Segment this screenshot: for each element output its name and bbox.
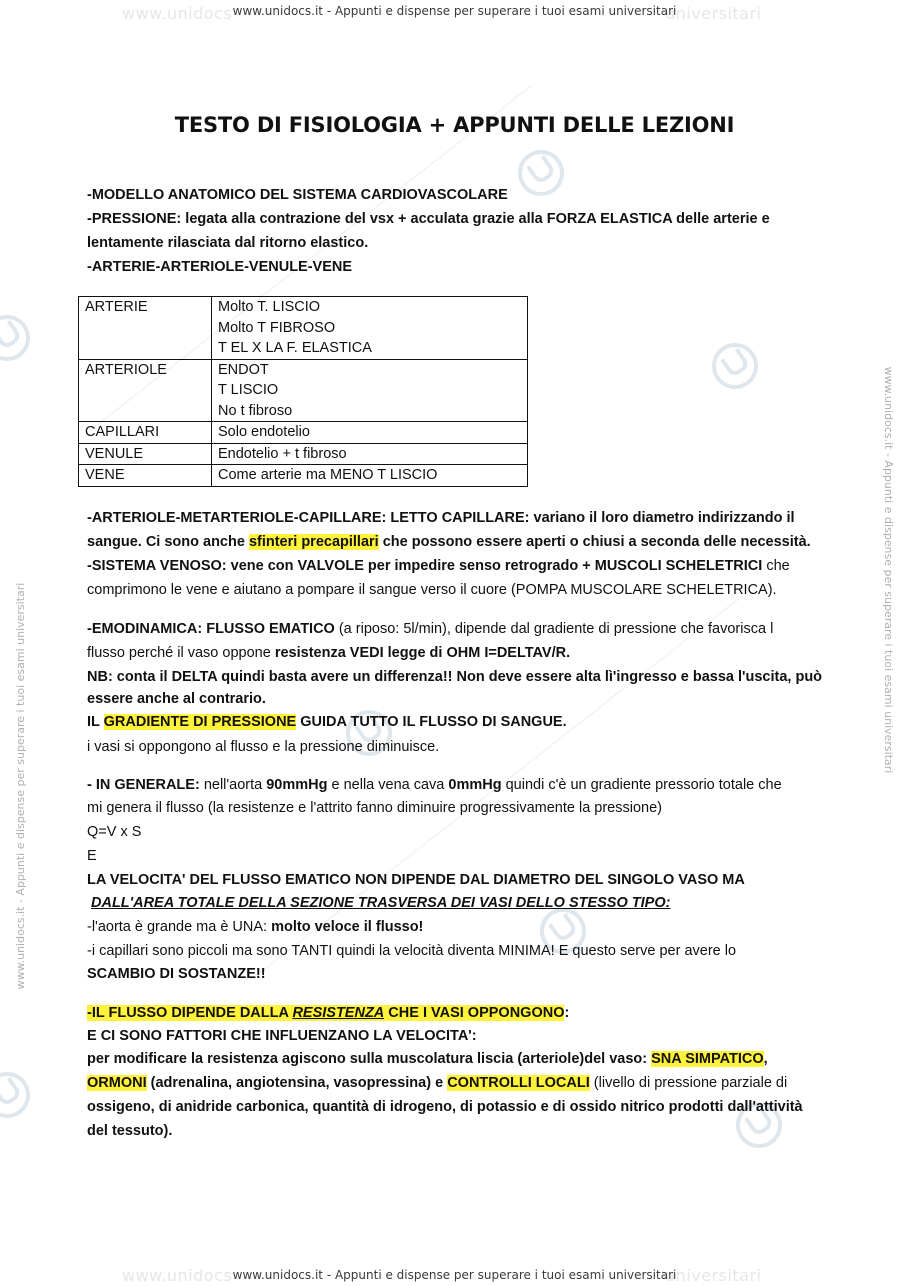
text-span: e nella vena cava xyxy=(327,777,449,793)
generale-line: mi genera il flusso (la resistenze e l'attrito fanno diminuire progressivamente la pressione) xyxy=(87,800,662,816)
text-span: (a riposo: 5l/min), dipende dal gradiente di pressione che favorisca l xyxy=(334,621,774,637)
watermark-ghost-left: www.unidocs xyxy=(122,4,233,23)
table-row xyxy=(79,422,528,444)
intro-line: -ARTERIE-ARTERIOLE-VENULE-VENE xyxy=(87,259,353,275)
emodinamica-line xyxy=(87,712,567,732)
resistenza-line xyxy=(87,1049,768,1069)
text-span: -l'aorta è grande ma è UNA: xyxy=(87,919,272,935)
highlight-span: GRADIENTE DI PRESSIONE xyxy=(103,714,297,730)
text-span: quindi c'è un gradiente pressorio totale che xyxy=(501,777,782,793)
text-span: -EMODINAMICA: FLUSSO EMATICO xyxy=(87,621,335,637)
text-span: resistenza VEDI legge di OHM I=DELTAV/R. xyxy=(274,645,571,661)
unidocs-logo-icon xyxy=(509,141,573,205)
vessel-table xyxy=(78,296,528,487)
vessel-features xyxy=(212,443,528,465)
emodinamica-line: essere anche al contrario. xyxy=(87,691,266,707)
text-span: - IN GENERALE: xyxy=(87,777,204,793)
vessel-feature: T LISCIO xyxy=(218,382,279,398)
vessel-feature: Molto T FIBROSO xyxy=(218,319,336,336)
capillare-line: -ARTERIOLE-METARTERIOLE-CAPILLARE: LETTO CAPILLARE: variano il loro diametro indirizzando il xyxy=(87,510,795,526)
formula: Q=V x S xyxy=(87,824,142,840)
watermark-ghost-left-bottom: www.unidocs xyxy=(122,1266,233,1285)
generale-line: -i capillari sono piccoli ma sono TANTI quindi la velocità diventa MINIMA! E questo serve per avere lo xyxy=(87,943,737,959)
generale-line xyxy=(87,775,782,795)
table-row xyxy=(79,297,528,360)
vessel-name: VENULE xyxy=(79,443,212,465)
emodinamica-line xyxy=(87,643,570,663)
intro-line: lentamente rilasciata dal ritorno elastico. xyxy=(87,235,369,251)
vessel-name: VENE xyxy=(79,465,212,487)
highlight-span: CHE I VASI OPPONGONO xyxy=(384,1005,565,1021)
unidocs-logo-icon xyxy=(703,334,767,398)
vessel-name: ARTERIE xyxy=(79,297,212,360)
table-row xyxy=(79,443,528,465)
table-row xyxy=(79,359,528,422)
text-span: MUSCOLI SCHELETRICI xyxy=(594,558,763,574)
vessel-feature: ENDOT xyxy=(218,361,269,378)
vessel-feature: Come arterie ma MENO T LISCIO xyxy=(218,467,438,483)
highlight-span: CONTROLLI LOCALI xyxy=(447,1075,590,1091)
intro-line: -MODELLO ANATOMICO DEL SISTEMA CARDIOVASCOLARE xyxy=(87,187,508,203)
text-span: : xyxy=(564,1005,570,1021)
page-title: TESTO DI FISIOLOGIA + APPUNTI DELLE LEZIONI xyxy=(174,113,735,137)
vessel-features xyxy=(212,359,528,422)
generale-line xyxy=(87,917,423,937)
generale-line: SCAMBIO DI SOSTANZE!! xyxy=(87,966,266,982)
highlight-span: ORMONI xyxy=(87,1075,147,1091)
text-span: (livello di pressione parziale di xyxy=(589,1075,788,1091)
resistenza-line: ossigeno, di anidride carbonica, quantità di idrogeno, di potassio e di ossido nitrico prodotti dall'attività xyxy=(87,1099,803,1115)
text-span: - xyxy=(87,1005,92,1021)
text-span: flusso perché il vaso oppone xyxy=(87,645,275,661)
vessel-features xyxy=(212,422,528,444)
text-span: IL xyxy=(87,714,104,730)
watermark-top: www.unidocs.it - Appunti e dispense per superare i tuoi esami universitari xyxy=(232,4,677,18)
capillare-line xyxy=(87,532,811,552)
resistenza-line xyxy=(87,1003,569,1023)
intro-line: -PRESSIONE: legata alla contrazione del vsx + acculata grazie alla FORZA ELASTICA delle arterie e xyxy=(87,211,770,227)
vessel-feature: Solo endotelio xyxy=(218,424,310,440)
text-span: sangue. Ci sono anche xyxy=(87,534,249,550)
highlight-span: sfinteri precapillari xyxy=(248,534,379,550)
emodinamica-line: i vasi si oppongono al flusso e la pressione diminuisce. xyxy=(87,739,440,755)
generale-line: DALL'AREA TOTALE DELLA SEZIONE TRASVERSA DEI VASI DELLO STESSO TIPO: xyxy=(91,895,671,911)
highlight-span: SNA SIMPATICO xyxy=(651,1051,764,1067)
watermark-ghost-right: universitari xyxy=(665,4,762,23)
capillare-line xyxy=(87,556,790,576)
vessel-feature: Molto T. LISCIO xyxy=(218,299,321,315)
emodinamica-line: NB: conta il DELTA quindi basta avere un differenza!! Non deve essere alta lì'ingresso e bassa l'uscita, può xyxy=(87,669,823,685)
text-span: (adrenalina, angiotensina, vasopressina) e xyxy=(146,1075,448,1091)
vessel-feature: T EL X LA F. ELASTICA xyxy=(218,340,372,356)
text-span: , xyxy=(763,1051,768,1067)
capillare-line: comprimono le vene e aiutano a pompare il sangue verso il cuore (POMPA MUSCOLARE SCHELETRICA). xyxy=(87,582,777,598)
text-span: per modificare la resistenza agiscono sulla muscolatura liscia (arteriole)del vaso: xyxy=(87,1051,652,1067)
watermark-ghost-right-bottom: universitari xyxy=(665,1266,762,1285)
emodinamica-line xyxy=(87,619,773,639)
vessel-feature: Endotelio + t fibroso xyxy=(218,445,347,462)
vessel-name: CAPILLARI xyxy=(79,422,212,444)
watermark-right: www.unidocs.it - Appunti e dispense per superare i tuoi esami universitari xyxy=(882,366,895,774)
text-span: 90mmHg xyxy=(266,777,328,793)
resistenza-line: E CI SONO FATTORI CHE INFLUENZANO LA VELOCITA': xyxy=(87,1028,477,1044)
highlight-span: IL FLUSSO DIPENDE DALLA xyxy=(91,1005,293,1021)
text-span: GUIDA TUTTO IL FLUSSO DI SANGUE. xyxy=(296,714,567,730)
text-span: molto veloce il flusso! xyxy=(271,919,424,935)
text-span: 0mmHg xyxy=(448,777,502,793)
vessel-feature: No t fibroso xyxy=(218,402,293,419)
vessel-features xyxy=(212,297,528,360)
table-row xyxy=(79,465,528,487)
text-span: -SISTEMA VENOSO: vene con VALVOLE per impedire senso retrogrado + xyxy=(87,558,595,574)
resistenza-line xyxy=(87,1073,787,1093)
generale-line: LA VELOCITA' DEL FLUSSO EMATICO NON DIPENDE DAL DIAMETRO DEL SINGOLO VASO MA xyxy=(87,872,745,888)
vessel-name: ARTERIOLE xyxy=(79,359,212,422)
text-span: nell'aorta xyxy=(203,777,267,793)
watermark-left: www.unidocs.it - Appunti e dispense per superare i tuoi esami universitari xyxy=(14,582,27,990)
highlight-span: RESISTENZA xyxy=(292,1005,385,1021)
resistenza-line: del tessuto). xyxy=(87,1123,173,1139)
watermark-bottom: www.unidocs.it - Appunti e dispense per superare i tuoi esami universitari xyxy=(232,1268,677,1282)
vessel-features xyxy=(212,465,528,487)
text-span: che possono essere aperti o chiusi a seconda delle necessità. xyxy=(378,534,811,550)
text-span: che xyxy=(762,558,790,574)
generale-line: E xyxy=(87,848,97,864)
